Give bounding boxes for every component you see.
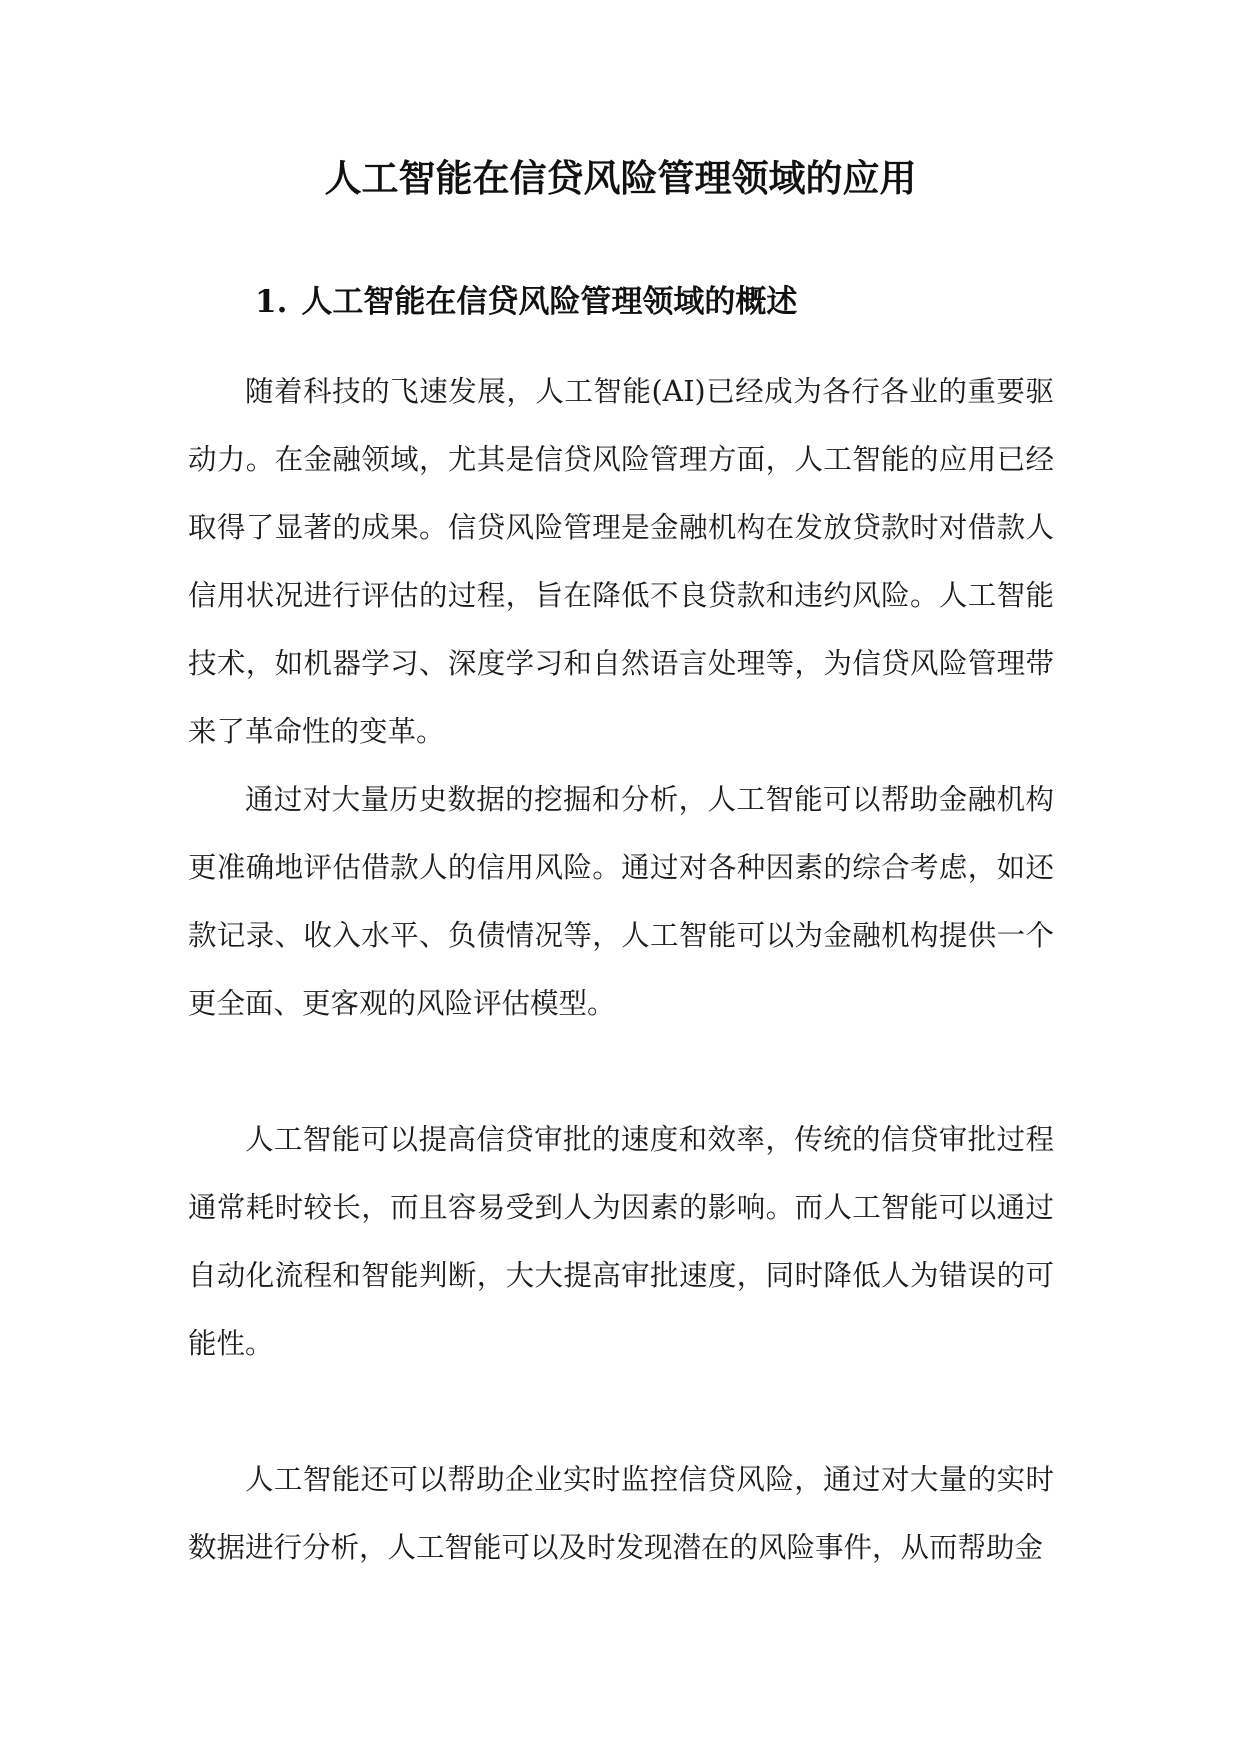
body-paragraph: 人工智能可以提高信贷审批的速度和效率，传统的信贷审批过程通常耗时较长，而且容易受到人为因素的影响。而人工智能可以通过自动化流程和智能判断，大大提高审批速度，同时降低人为错误的可能性。 [188,1123,1054,1360]
body-paragraph: 通过对大量历史数据的挖掘和分析，人工智能可以帮助金融机构更准确地评估借款人的信用风险。通过对各种因素的综合考虑，如还款记录、收入水平、负债情况等，人工智能可以为金融机构提供一个更全面、更客观的风险评估模型。 [188,783,1054,1020]
section-heading [255,278,797,326]
document-title: 人工智能在信贷风险管理领域的应用 [324,156,917,200]
section-number: 1. [255,284,288,320]
section-heading-text: 人工智能在信贷风险管理领域的概述 [301,284,798,320]
body-paragraph: 随着科技的飞速发展，人工智能(AI)已经成为各行各业的重要驱动力。在金融领域，尤其是信贷风险管理方面，人工智能的应用已经取得了显著的成果。信贷风险管理是金融机构在发放贷款时对借款人信用状况进行评估的过程，旨在降低不良贷款和违约风险。人工智能技术，如机器学习、深度学习和自然语言处理等，为信贷风险管理带来了革命性的变革。 [188,375,1054,748]
body-paragraph: 人工智能还可以帮助企业实时监控信贷风险，通过对大量的实时数据进行分析，人工智能可以及时发现潜在的风险事件，从而帮助金 [188,1463,1054,1564]
